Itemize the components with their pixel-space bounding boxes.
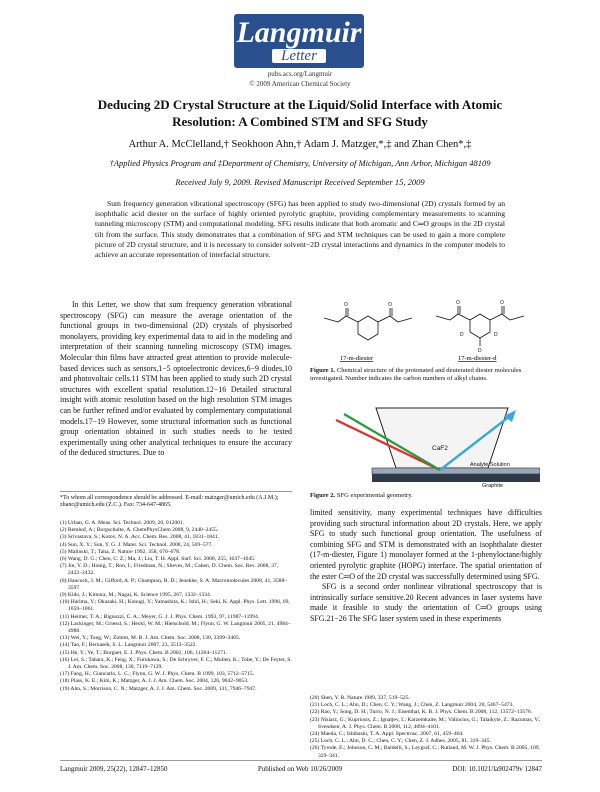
reference: (7) Jin, Y. D.; Honig, T.; Ron, I.; Friedman, N.; Sheves, M.; Cahen, D. Chem. Soc. Rev. 2008, 37, 2422–2432. xyxy=(60,563,279,577)
fig1-label-left: 17-m-diester xyxy=(340,355,374,362)
fig1-label-right: 17-m-diester-d xyxy=(458,355,497,362)
references-left xyxy=(60,520,292,693)
reference: (15) He, Y.; Ye, T.; Borguet, E. J. Phys. Chem. B 2002, 106, 11264–11271. xyxy=(60,649,228,656)
reference: (20) Shen, Y. R. Nature 1989, 337, 519–525. xyxy=(310,695,410,701)
reference: (22) Rao, Y.; Song, D. H.; Turro, N. J.; Eisenthal, K. B. J. Phys. Chem. B 2008, 112, 13572–13576. xyxy=(310,709,533,716)
reference: (17) Fang, H.; Giancarlo, L. C.; Flynn, G. W. J. Phys. Chem. B 1999, 103, 5712–5715. xyxy=(60,671,255,678)
intro-paragraph: In this Letter, we show that sum frequency generation vibrational spectroscopy (SFG) can measure the average orientation of the functional groups in two-dimensional (2D) crystals of physisorbed monolayers, providing key experimental data to aid in the modeling and interpretation of their scanning tunneling microscopy (STM) images. Molecular thin films have attracted great attention to provide molecule-based devices such as sensors,1−5 optoelectronic devices,6−9 diodes,10 and photovoltaic cells.11 STM has been applied to study such 2D crystal structures with excellent spatial resolution.12−16 Detailed structural insight with atomic resolution based on the high resolution STM images can be further refined and/or evaluated by complementary computational models.17−19 However, some structural information such as functional group orientation obtained in such studies needs to be tested experimentally using other analytical techniques to ensure the accuracy of the deduced structures. Due to xyxy=(60,300,292,458)
deuterium-label: D xyxy=(478,348,482,354)
reference: (10) Harima, Y.; Okazaki, H.; Kunugi, Y.; Yamashita, K.; Ishii, H.; Seki, K. Appl. Phys. Lett. 1996, 69, 1059–1061. xyxy=(60,599,290,613)
reference: (2) Remhof, A.; Borgschulte, A. ChemPhysChem 2008, 9, 2440–2455. xyxy=(60,527,219,534)
fig2-caption-label: Figure 2. xyxy=(310,492,336,499)
logo-main: Langmuir xyxy=(236,16,362,49)
reference: (21) Loch, C. L.; Ahn, D.; Chen, C. Y.; Wang, J.; Chen, Z. Langmuir 2004, 20, 5467–5473. xyxy=(310,702,514,709)
journal-logo xyxy=(234,14,364,68)
oxygen-label: O xyxy=(388,302,392,308)
reference: (4) Sun, X. Y.; Sun, Y. G. J. Mater. Sci. Technol. 2008, 24, 569–577. xyxy=(60,541,213,548)
caf2-prism xyxy=(376,408,508,468)
correspondence-text: *To whom all correspondence should be addressed. E-mail: matzger@umich.edu (A.J.M.); zhanc@umich.edu (Z.C.). Fax: 734-647-4865. xyxy=(60,495,279,509)
right-paragraph-1: limited sensitivity, many experimental techniques have difficulties providing such structural information about 2D crystals. Here, we apply SFG to study such functional group orientation. The usefulness of combining SFG and STM is demonstrated with an isophthalate diester (17-m-diester, Figure 1) monolayer formed at the 1-phenyloctane/highly oriented pyrolytic graphite (HOPG) interface. The spatial orientation of the ester C═O of the 2D crystal was successfully determined using SFG. xyxy=(310,508,542,581)
benzene-ring-left xyxy=(358,316,378,340)
benzene-ring-right xyxy=(470,314,490,338)
journal-website[interactable]: pubs.acs.org/Langmuir xyxy=(267,70,333,78)
correspondence-note xyxy=(60,491,292,510)
reference: (6) Wang, D. G.; Chen, C. Z.; Ma, J.; Liu, T. H. Appl. Surf. Sci. 2008, 255, 1637–1645. xyxy=(60,556,256,563)
figure-1-caption xyxy=(310,367,542,384)
reference: (11) Heimer, T. A.; Bignozzi, C. A.; Meyer, G. J. J. Phys. Chem. 1993, 97, 11987–11994. xyxy=(60,613,260,620)
reference: (26) Tyrode, E.; Johnson, C. M.; Baldelli, S.; Leygraf, C.; Rutland, M. W. J. Phys. Chem. B 2005, 109, 329–341. xyxy=(310,745,540,759)
reference: (23) Nisiarz, G.; Kupriosis, Z.; Ignatjev, I.; Karzemkaite, M.; Valincius, G.; Talaikyte, Z.; Razumas, V.; Svendsen, A. J. Phys. Chem. B 2008, 112, 4094–4101. xyxy=(310,716,541,730)
figure-1-structures xyxy=(310,298,542,362)
title-line-1: Deducing 2D Crystal Structure at the Liquid/Solid Interface with Atomic xyxy=(97,97,503,112)
references-right xyxy=(310,695,542,760)
reference: (24) Maeda, C.; Ishibashi, T. A. Appl. Spectrosc. 2007, 61, 459–464. xyxy=(310,731,464,738)
copyright: © 2009 American Chemical Society xyxy=(249,80,351,88)
footer-published: Published on Web 10/26/2009 xyxy=(257,765,343,773)
affiliations: †Applied Physics Program and ‡Department of Chemistry, University of Michigan, Ann Arbor, Michigan 48109 xyxy=(109,158,491,168)
reference: (1) Urban, G. A. Meas. Sci. Technol. 2009, 20, 012001. xyxy=(60,520,185,526)
reference: (25) Loch, C. L.; Ahn, D. C.; Chen, C. Y.; Chen, Z. J. Adhes. 2005, 81, 319–345. xyxy=(310,738,491,745)
fig1-caption-text: Chemical structure of the protonated and deuterated diester molecules investigated. Number indicates the carbon numbers of alkyl chains. xyxy=(310,367,522,383)
article-title xyxy=(60,96,540,130)
logo-sub: Letter xyxy=(272,49,326,63)
reference: (12) Lackinger, M.; Griessl, S.; Heckl, W. M.; Hietschold, M.; Flynn, G. W. Langmuir 2005, 21, 4984–4988. xyxy=(60,620,291,635)
reference: (8) Hancock, J. M.; Gifford, A. P.; Champion, R. D.; Jenekhe, S. A. Macromolecules 2008, 41, 3588–3597. xyxy=(60,577,288,591)
reference: (9) Kido, J.; Kimura, M.; Nagai, K. Science 1995, 267, 1332–1334. xyxy=(60,592,212,599)
figure-2-caption xyxy=(310,492,542,499)
reference: (18) Plass, K. E.; Kim, K.; Matzger, A. J. J. Am. Chem. Soc. 2004, 126, 9042–9053. xyxy=(60,678,249,685)
fig1-caption-label: Figure 1. xyxy=(310,367,336,374)
reference: (13) Wei, Y.; Tong, W.; Zimmt, M. B. J. Am. Chem. Soc. 2008, 130, 3399–3405. xyxy=(60,635,241,642)
deuterium-label: D xyxy=(460,332,464,338)
abstract: Sum frequency generation vibrational spectroscopy (SFG) has been applied to study two-dimensional (2D) crystals formed by an isophthalic acid diester on the surface of highly oriented pyrolytic graphite, providing complementary measurements to scanning tunneling microscopy (STM) and computational modeling. SFG results indicate that both aromatic and C═O groups in the 2D crystal tilt from the surface. This study demonstrates that a combination of SFG and STM techniques can be used to gain a more complete picture of 2D crystal structure, and it is necessary to consider solvent−2D crystal interactions and dynamics in the computer models to achieve an accurate representation of interfacial structure. xyxy=(95,199,505,260)
oxygen-label: O xyxy=(456,300,460,306)
analyte-solution-layer xyxy=(372,468,540,474)
authors: Arthur A. McClelland,† Seokhoon Ahn,† Adam J. Matzger,*,‡ and Zhan Chen*,‡ xyxy=(128,139,472,150)
reference: (14) Tao, F.; Bernasek, S. L. Langmuir 2007, 23, 3513–3522. xyxy=(60,642,197,649)
deuterium-label: D xyxy=(494,332,498,338)
analyte-solution-label: Analyte Solution xyxy=(470,462,510,468)
figure-2 xyxy=(332,406,540,488)
reference: (5) Malinski, T.; Taha, Z. Nature 1992, 358, 676–678. xyxy=(60,548,181,555)
footer-doi[interactable]: DOI: 10.1021/la902479v 12847 xyxy=(452,765,542,773)
reference: (16) Lei, S.; Tahara, K.; Feng, X.; Furukawa, S.; De Schryver, F. C.; Mullen, K.; Tobe, Y.; De Feyter, S. J. Am. Chem. Soc. 2008, 130, 7119–7129. xyxy=(60,656,292,671)
reference: (19) Ahn, S.; Morrison, C. N.; Matzger, A. J. J. Am. Chem. Soc. 2009, 131, 7946–7947. xyxy=(60,685,257,692)
oxygen-label: O xyxy=(344,302,348,308)
caf2-label: CaF2 xyxy=(432,445,448,452)
graphite-layer xyxy=(372,474,540,482)
right-paragraph-2: SFG is a second order nonlinear vibrational spectroscopy that is intrinsically surface sensitive.20 Recent advances in laser systems have made it feasible to study the orientation of C═O groups using SFG.21−26 The SFG laser system used in these experiments xyxy=(310,582,542,623)
footer-citation: Langmuir 2009, 25(22), 12847–12850 xyxy=(60,765,168,773)
title-line-2: Resolution: A Combined STM and SFG Study xyxy=(172,114,428,129)
figure-1 xyxy=(310,298,542,362)
figure-2-geometry xyxy=(332,406,540,488)
footer-rule xyxy=(60,760,542,761)
received-dates: Received July 9, 2009. Revised Manuscript Received September 15, 2009 xyxy=(175,177,425,187)
reference: (3) Srivastava, S.; Kotov, N. A. Acc. Chem. Res. 2008, 41, 1831–1841. xyxy=(60,534,220,541)
right-column-text xyxy=(310,508,542,625)
graphite-label: Graphite xyxy=(482,483,504,488)
oxygen-label: O xyxy=(500,300,504,306)
fig2-caption-text: SFG experimental geometry. xyxy=(336,492,413,499)
